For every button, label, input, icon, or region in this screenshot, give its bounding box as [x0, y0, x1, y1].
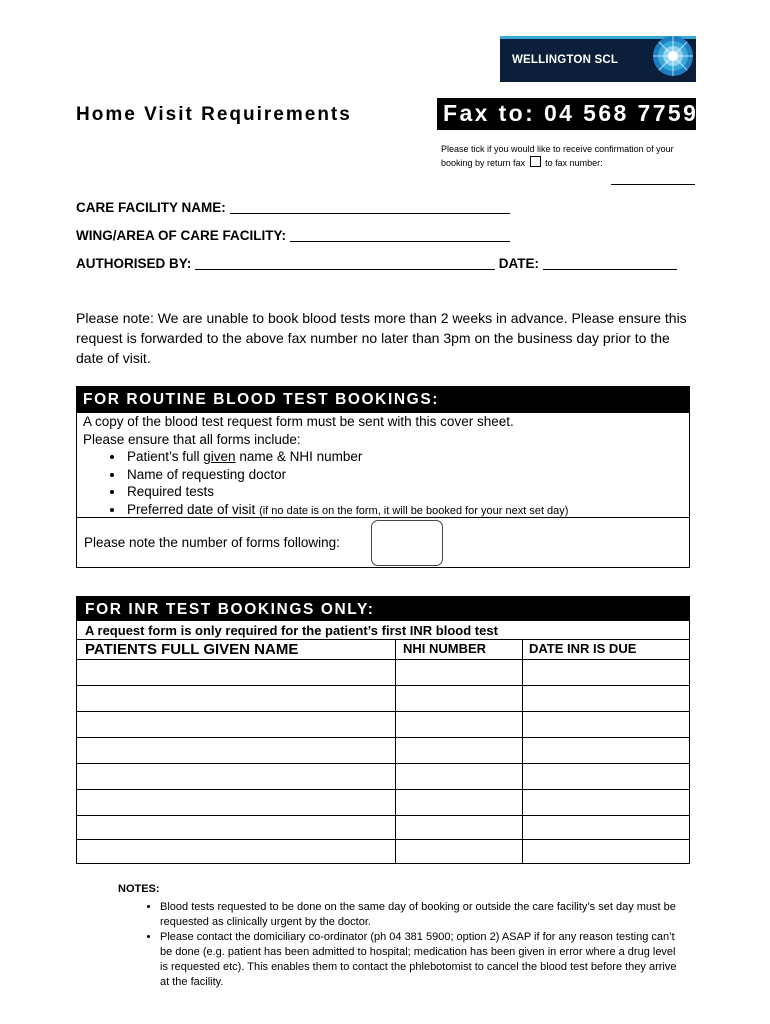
wing-area-field[interactable] — [290, 228, 510, 242]
notes-section — [118, 882, 678, 990]
inr-subheading: A request form is only required for the patient’s first INR blood test — [85, 623, 498, 638]
inr-heading: FOR INR TEST BOOKINGS ONLY: — [85, 601, 375, 618]
notes-list — [118, 900, 678, 990]
section-divider — [77, 517, 689, 518]
authorised-by-field[interactable] — [195, 256, 495, 270]
table-row[interactable] — [77, 711, 689, 712]
confirmation-checkbox[interactable] — [530, 156, 541, 167]
list-item: • Blood tests requested to be done on the same day of booking or outside the care facility’s set day must be requested as clinically urgent by the doctor. — [160, 900, 678, 930]
list-item: • Required tests — [125, 483, 568, 501]
inr-booking-section — [76, 596, 690, 864]
routine-heading: FOR ROUTINE BLOOD TEST BOOKINGS: — [83, 391, 440, 408]
company-logo — [500, 36, 696, 82]
routine-instructions — [83, 413, 568, 520]
forms-count-field[interactable] — [371, 520, 443, 566]
preferred-date-note: (if no date is on the form, it will be booked for your next set day) — [259, 504, 569, 517]
list-item: • Preferred date of visit (if no date is on the form, it will be booked for your next set day) — [125, 501, 568, 521]
advance-booking-note: Please note: We are unable to book blood tests more than 2 weeks in advance. Please ensure this request is forwarded to the above fax number no later than 3pm on the business day prior to the date of visit. — [76, 310, 687, 366]
column-divider — [395, 639, 396, 863]
routine-requirements-list — [83, 448, 568, 520]
care-facility-field[interactable] — [230, 200, 510, 214]
logo-sunburst-icon — [650, 36, 696, 82]
notes-heading: NOTES: — [118, 883, 160, 895]
forms-count-label: Please note the number of forms following: — [84, 535, 340, 550]
column-header-date: DATE INR IS DUE — [529, 641, 637, 656]
table-header-line — [77, 639, 689, 640]
routine-line-1: A copy of the blood test request form must be sent with this cover sheet. — [83, 414, 514, 429]
table-row[interactable] — [77, 839, 689, 840]
routine-heading-bar — [77, 387, 689, 413]
care-facility-label: CARE FACILITY NAME: — [76, 200, 226, 215]
table-row[interactable] — [77, 763, 689, 764]
care-facility-row — [76, 200, 510, 215]
return-fax-number-field[interactable] — [611, 176, 695, 185]
routine-line-2: Please ensure that all forms include: — [83, 431, 301, 447]
wing-area-label: WING/AREA OF CARE FACILITY: — [76, 228, 286, 243]
logo-text: WELLINGTON SCL — [512, 54, 619, 66]
confirm-text-before: Please tick if you would like to receive confirmation of your booking by return fax — [441, 144, 674, 168]
date-field[interactable] — [543, 256, 677, 270]
table-row[interactable] — [77, 815, 689, 816]
wing-area-row — [76, 228, 510, 243]
table-row[interactable] — [77, 737, 689, 738]
fax-number: Fax to: 04 568 7759 — [443, 100, 699, 126]
fax-banner — [437, 98, 699, 130]
column-header-name: PATIENTS FULL GIVEN NAME — [85, 641, 299, 658]
confirm-text-after: to fax number: — [545, 158, 603, 168]
list-item: • Name of requesting doctor — [125, 466, 568, 484]
table-row[interactable] — [77, 789, 689, 790]
list-item: • Patient’s full given name & NHI number — [125, 448, 568, 466]
page-title: Home Visit Requirements — [76, 104, 352, 125]
inr-heading-bar — [77, 597, 689, 621]
fax-confirmation-text — [441, 143, 695, 170]
routine-booking-section — [76, 386, 690, 568]
authorised-by-label: AUTHORISED BY: — [76, 256, 192, 271]
table-row[interactable] — [77, 685, 689, 686]
column-header-nhi: NHI NUMBER — [403, 641, 487, 656]
authorised-by-row — [76, 256, 677, 271]
date-label: DATE: — [498, 256, 540, 271]
list-item: • Please contact the domiciliary co-ordinator (ph 04 381 5900; option 2) ASAP if for any reason testing can’t be done (e.g. patient has been admitted to hospital; medication has been given in error where a drug level is requested etc). This enables them to contact the phlebotomist to cancel the blood test before they arrive at the facility. — [160, 930, 678, 990]
table-row[interactable] — [77, 659, 689, 660]
column-divider — [522, 639, 523, 863]
